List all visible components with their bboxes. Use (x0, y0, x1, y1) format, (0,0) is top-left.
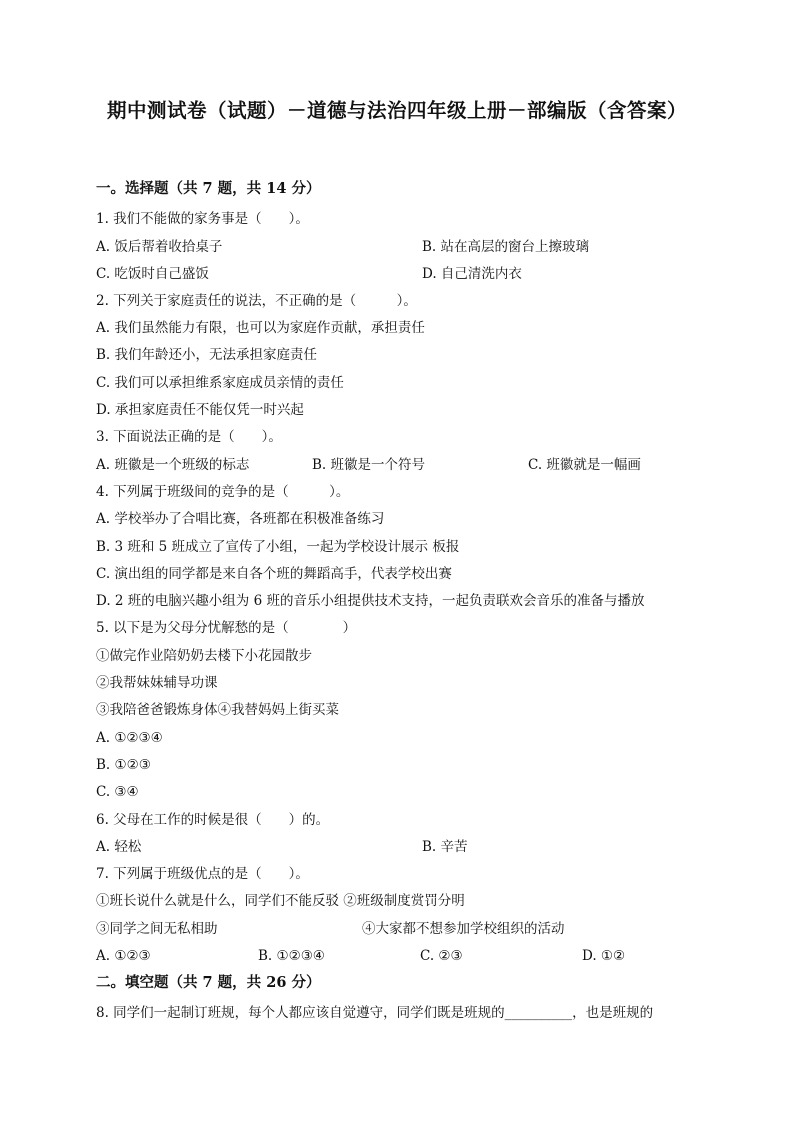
question-1-option-a: A. 饭后帮着收拾桌子 (96, 239, 223, 255)
page-title: 期中测试卷（试题）－道德与法治四年级上册－部编版（含答案） (106, 99, 687, 122)
question-1-option-b: B. 站在高层的窗台上擦玻璃 (422, 239, 590, 255)
question-4-option-a: A. 学校举办了合唱比赛，各班都在积极准备练习 (96, 511, 385, 527)
question-2-option-d: D. 承担家庭责任不能仅凭一时兴起 (96, 402, 304, 418)
question-7-item-4: ④大家都不想参加学校组织的活动 (362, 921, 565, 937)
question-6-stem: 6. 父母在工作的时候是很（ ）的。 (96, 812, 330, 828)
question-5-option-b: B. ①②③ (96, 757, 151, 773)
question-7-option-b: B. ①②③④ (258, 948, 325, 964)
question-4-option-d: D. 2 班的电脑兴趣小组为 6 班的音乐小组提供技术支持，一起负责联欢会音乐的准备与播放 (96, 593, 645, 609)
question-3-stem: 3. 下面说法正确的是（ ）。 (96, 429, 282, 445)
question-4-stem: 4. 下列属于班级间的竞争的是（ ）。 (96, 484, 350, 500)
question-4-option-b: B. 3 班和 5 班成立了宣传了小组，一起为学校设计展示 板报 (96, 539, 460, 555)
question-1-option-d: D. 自己清洗内衣 (422, 266, 522, 282)
question-7-item-3: ③同学之间无私相助 (96, 921, 218, 937)
question-7-stem: 7. 下列属于班级优点的是（ ）。 (96, 866, 309, 882)
question-7-option-c: C. ②③ (420, 948, 463, 964)
question-2-option-a: A. 我们虽然能力有限，也可以为家庭作贡献，承担责任 (96, 320, 425, 336)
question-5-item-2: ②我帮妹妹辅导功课 (96, 675, 218, 691)
question-1-stem: 1. 我们不能做的家务事是（ ）。 (96, 211, 309, 227)
question-6-option-b: B. 辛苦 (422, 839, 468, 855)
question-6-option-a: A. 轻松 (96, 839, 142, 855)
question-2-stem: 2. 下列关于家庭责任的说法，不正确的是（ ）。 (96, 293, 417, 309)
question-2-option-b: B. 我们年龄还小，无法承担家庭责任 (96, 347, 318, 363)
question-1-option-c: C. 吃饭时自己盛饭 (96, 266, 209, 282)
section-heading-choice: 一。选择题（共 7 题，共 14 分） (96, 180, 321, 197)
question-5-option-a: A. ①②③④ (96, 730, 163, 746)
question-5-item-3: ③我陪爸爸锻炼身体④我替妈妈上街买菜 (96, 702, 339, 718)
question-7-item-1-2: ①班长说什么就是什么，同学们不能反驳 ②班级制度赏罚分明 (96, 893, 465, 909)
question-4-option-c: C. 演出组的同学都是来自各个班的舞蹈高手，代表学校出赛 (96, 566, 452, 582)
question-3-option-b: B. 班徽是一个符号 (312, 457, 426, 473)
question-3-option-c: C. 班徽就是一幅画 (528, 457, 641, 473)
question-5-stem: 5. 以下是为父母分忧解愁的是（ ） (96, 620, 357, 636)
section-heading-fill-blank: 二。填空题（共 7 题，共 26 分） (96, 974, 321, 991)
question-5-option-c: C. ③④ (96, 784, 139, 800)
question-2-option-c: C. 我们可以承担维系家庭成员亲情的责任 (96, 375, 344, 391)
question-8-stem: 8. 同学们一起制订班规，每个人都应该自觉遵守，同学们既是班规的__________，也是班规的 (96, 1005, 654, 1021)
question-7-option-d: D. ①② (582, 948, 626, 964)
question-7-option-a: A. ①②③ (96, 948, 151, 964)
question-5-item-1: ①做完作业陪奶奶去楼下小花园散步 (96, 648, 312, 664)
question-3-option-a: A. 班徽是一个班级的标志 (96, 457, 250, 473)
